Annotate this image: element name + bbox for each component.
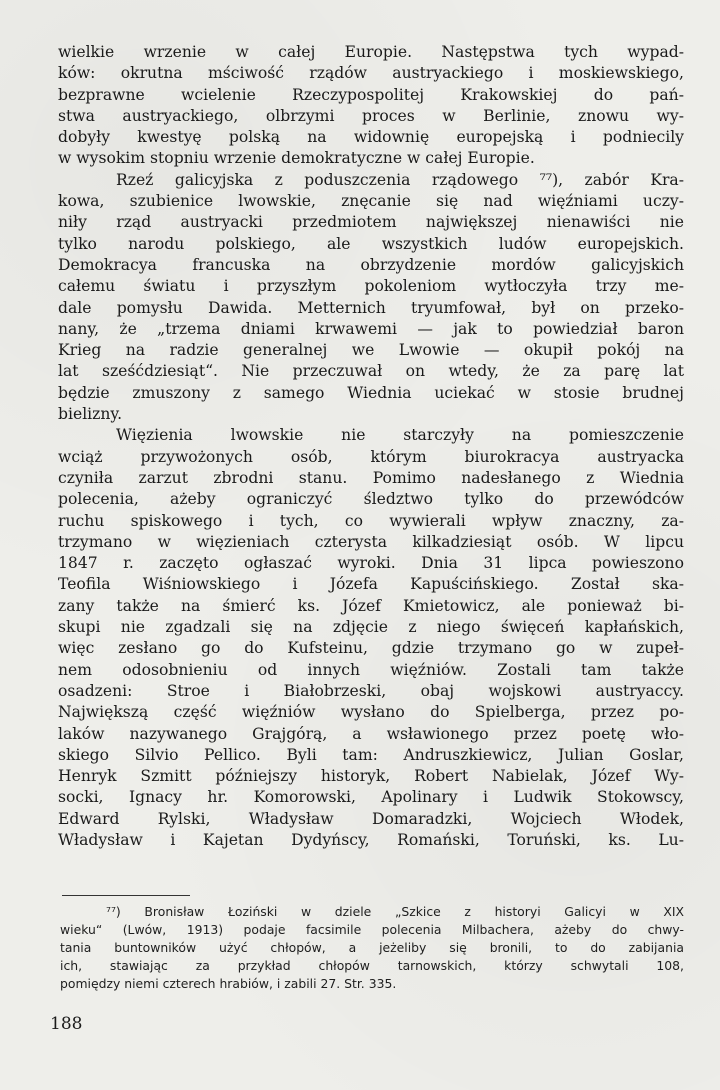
text-line: bielizny. bbox=[58, 405, 123, 424]
text-line: czyniła zarzut zbrodni stanu. Pomimo nadesłanego z Wiednia bbox=[58, 468, 684, 487]
text-line: Krieg na radzie generalnej we Lwowie — okupił pokój na bbox=[58, 341, 684, 360]
text-line: skupi nie zgadzali się na zdjęcie z niego święceń kapłańskich, bbox=[58, 618, 684, 637]
text-line: Henryk Szmitt późniejszy historyk, Robert Nabielak, Józef Wy- bbox=[58, 767, 684, 786]
text-line: dale pomysłu Dawida. Metternich tryumfował, był on przeko- bbox=[58, 298, 684, 317]
text-line: Teofila Wiśniowskiego i Józefa Kapuścińskiego. Został ska- bbox=[58, 575, 684, 594]
text-line: Więzienia lwowskie nie starczyły na pomieszczenie bbox=[116, 426, 684, 445]
text-line: bezprawne wcielenie Rzeczypospolitej Krakowskiej do pań- bbox=[58, 85, 684, 104]
text-line: nany, że „trzema dniami krwawemi — jak to powiedział baron bbox=[58, 319, 684, 338]
text-line: ków: okrutna mściwość rządów austryackiego i moskiewskiego, bbox=[58, 64, 684, 83]
text-line: ruchu spiskowego i tych, co wywierali wpływ znaczny, za- bbox=[58, 511, 684, 530]
text-line: tylko narodu polskiego, ale wszystkich ludów europejskich. bbox=[58, 234, 684, 253]
footnote-line: pomiędzy niemi czterech hrabiów, i zabili 27. Str. 335. bbox=[60, 976, 397, 991]
text-line: Władysław i Kajetan Dydyńscy, Romański, Toruński, ks. Lu- bbox=[58, 830, 684, 849]
footnote-line: ⁷⁷) Bronisław Łoziński w dziele „Szkice z historyi Galicyi w XIX bbox=[106, 904, 684, 919]
text-line: Demokracya francuska na obrzydzenie mordów galicyjskich bbox=[58, 255, 684, 274]
text-line: lat sześćdziesiąt“. Nie przeczuwał on wtedy, że za parę lat bbox=[58, 362, 684, 381]
text-line: stwa austryackiego, olbrzymi proces w Berlinie, znowu wy- bbox=[58, 106, 684, 125]
text-line: nem odosobnieniu od innych więźniów. Zostali tam także bbox=[58, 660, 684, 679]
text-line: całemu światu i przyszłym pokoleniom wytłoczyła trzy me- bbox=[58, 277, 684, 296]
text-line: laków nazywanego Grajgórą, a wsławionego przez poetę wło- bbox=[58, 724, 684, 743]
footnote-line: ich, stawiając za przykład chłopów tarnowskich, którzy schwytali 108, bbox=[60, 958, 684, 973]
text-line: socki, Ignacy hr. Komorowski, Apolinary i Ludwik Stokowscy, bbox=[58, 788, 684, 807]
text-line: zany także na śmierć ks. Józef Kmietowicz, ale ponieważ bi- bbox=[58, 596, 684, 615]
footnote-separator bbox=[62, 895, 190, 896]
text-line: osadzeni: Stroe i Białobrzeski, obaj wojskowi austryaccy. bbox=[58, 681, 684, 700]
text-line: Największą część więźniów wysłano do Spielberga, przez po- bbox=[58, 703, 684, 722]
text-line: polecenia, ażeby ograniczyć śledztwo tylko do przewódców bbox=[58, 490, 684, 509]
text-line: skiego Silvio Pellico. Byli tam: Andruszkiewicz, Julian Goslar, bbox=[58, 745, 684, 764]
text-line: więc zesłano go do Kufsteinu, gdzie trzymano go w zupeł- bbox=[58, 639, 684, 658]
page-number: 188 bbox=[50, 1014, 83, 1034]
footnote-line: tania buntowników użyć chłopów, a jeżeliby się bronili, to do zabijania bbox=[60, 940, 684, 955]
text-line: kowa, szubienice lwowskie, znęcanie się nad więźniami uczy- bbox=[58, 192, 684, 211]
text-line: wciąż przywożonych osób, którym biurokracya austryacka bbox=[58, 447, 684, 466]
text-line: Edward Rylski, Władysław Domaradzki, Wojciech Włodek, bbox=[58, 809, 684, 828]
text-line: wielkie wrzenie w całej Europie. Następstwa tych wypad- bbox=[58, 43, 684, 61]
text-line: Rzeź galicyjska z poduszczenia rządowego ⁷⁷), zabór Kra- bbox=[116, 170, 684, 189]
text-line: będzie zmuszony z samego Wiednia uciekać w stosie brudnej bbox=[58, 383, 684, 402]
main-text-block bbox=[58, 42, 684, 851]
footnote-line: wieku“ (Lwów, 1913) podaje facsimile polecenia Milbachera, ażeby do chwy- bbox=[60, 922, 684, 937]
text-line: niły rząd austryacki przedmiotem największej nienawiści nie bbox=[58, 213, 684, 232]
footnote-block bbox=[60, 903, 684, 993]
text-line: 1847 r. zaczęto ogłaszać wyroki. Dnia 31 lipca powieszono bbox=[58, 554, 684, 573]
text-line: dobyły kwestyę polską na widownię europejską i podniecily bbox=[58, 128, 684, 147]
text-line: w wysokim stopniu wrzenie demokratyczne w całej Europie. bbox=[58, 149, 535, 168]
text-line: trzymano w więzieniach czterysta kilkadziesiąt osób. W lipcu bbox=[58, 532, 684, 551]
